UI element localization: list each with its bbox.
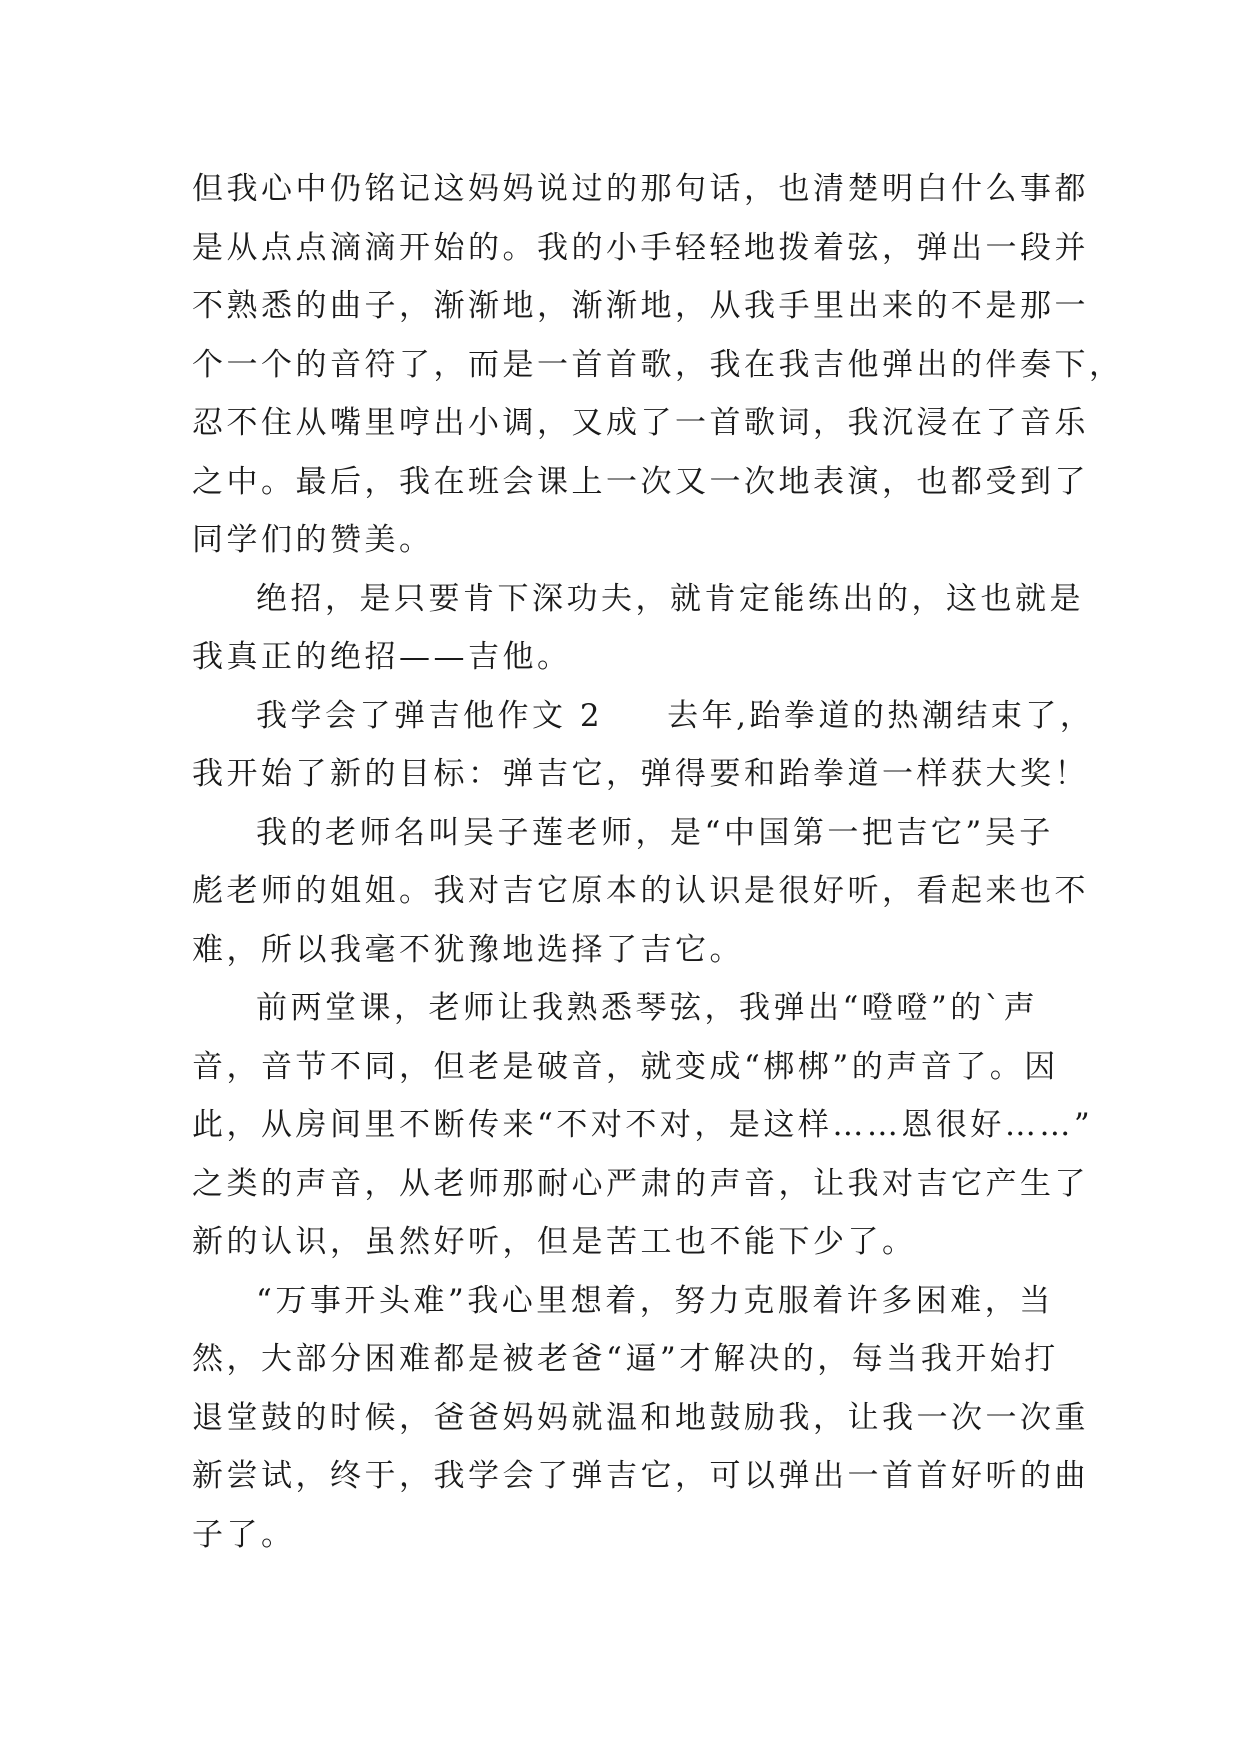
text-line: 个一个的音符了，而是一首首歌，我在我吉他弹出的伴奏下， xyxy=(192,346,1124,383)
text-line: 音，音节不同，但老是破音，就变成“梆梆”的声音了。因 xyxy=(192,1048,1059,1085)
text-line: 彪老师的姐姐。我对吉它原本的认识是很好听，看起来也不 xyxy=(192,873,1089,909)
text-line: 忍不住从嘴里哼出小调，又成了一首歌词，我沉浸在了音乐 xyxy=(192,405,1089,441)
essay-text xyxy=(192,160,1124,1564)
paragraph-start-line: “万事开头难”我心里想着，努力克服着许多困难，当 xyxy=(256,1282,1054,1319)
paragraph-start-line: 我的老师名叫吴子莲老师，是“中国第一把吉它”吴子 xyxy=(256,814,1054,851)
text-line: 不熟悉的曲子，渐渐地，渐渐地，从我手里出来的不是那一 xyxy=(192,288,1089,324)
text-line: 新尝试，终于，我学会了弹吉它，可以弹出一首首好听的曲 xyxy=(192,1458,1089,1494)
text-line: 之中。最后，我在班会课上一次又一次地表演，也都受到了 xyxy=(192,463,1089,500)
text-line: 新的认识，虽然好听，但是苦工也不能下少了。 xyxy=(192,1224,917,1260)
text-line: 退堂鼓的时候，爸爸妈妈就温和地鼓励我，让我一次一次重 xyxy=(192,1399,1089,1436)
essay-heading-line xyxy=(192,687,1095,746)
text-line: 之类的声音，从老师那耐心严肃的声音，让我对吉它产生了 xyxy=(192,1165,1089,1202)
essay-heading: 我学会了弹吉他作文 2 xyxy=(256,697,604,734)
text-line: 此，从房间里不断传来“不对不对，是这样……恩很好……” xyxy=(192,1107,1094,1143)
heading-tail-text: 去年,跆拳道的热潮结束了， xyxy=(667,697,1095,734)
text-line: 同学们的赞美。 xyxy=(192,522,434,558)
text-line: 是从点点滴滴开始的。我的小手轻轻地拨着弦，弹出一段并 xyxy=(192,229,1089,266)
text-line: 我真正的绝招——吉他。 xyxy=(192,639,572,675)
text-line: 然，大部分困难都是被老爸“逼”才解决的，每当我开始打 xyxy=(192,1341,1059,1377)
text-line: 但我心中仍铭记这妈妈说过的那句话，也清楚明白什么事都 xyxy=(192,171,1089,207)
text-line: 我开始了新的目标：弹吉它，弹得要和跆拳道一样获大奖！ xyxy=(192,756,1089,792)
text-line: 子了。 xyxy=(192,1516,296,1553)
text-line: 难，所以我毫不犹豫地选择了吉它。 xyxy=(192,931,744,968)
paragraph-start-line: 绝招，是只要肯下深功夫，就肯定能练出的，这也就是 xyxy=(256,580,1084,617)
paragraph-start-line: 前两堂课，老师让我熟悉琴弦，我弹出“噔噔”的`声 xyxy=(256,990,1039,1026)
